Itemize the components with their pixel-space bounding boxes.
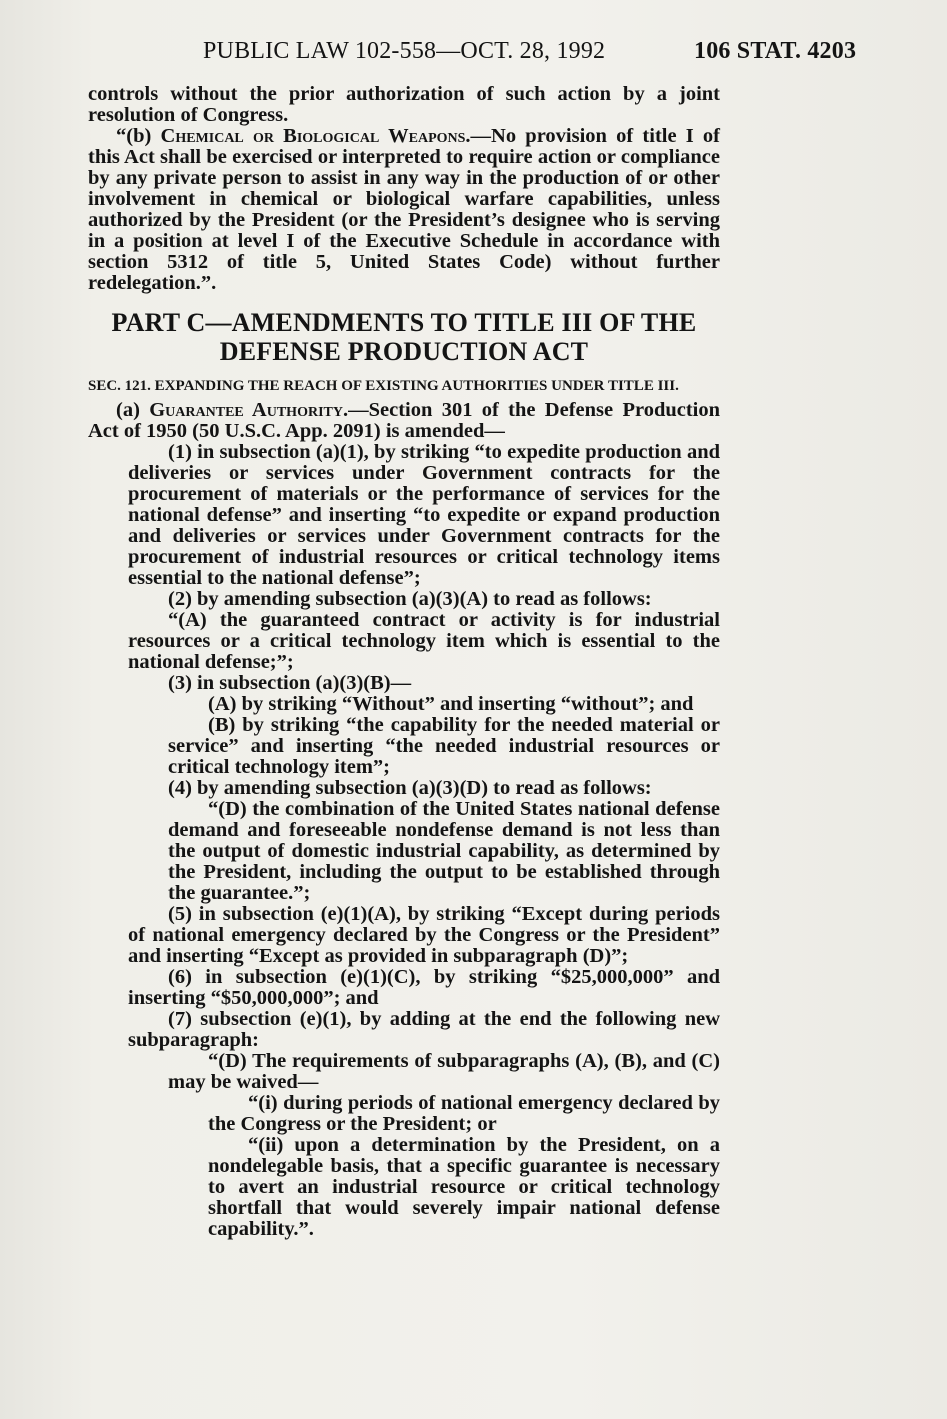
part-title-line-2: DEFENSE PRODUCTION ACT <box>219 337 589 366</box>
subsection-text: —Section 301 of the Defense Production Act of 1950 (50 U.S.C. App. 2091) is amended— <box>88 399 721 442</box>
amendment-item-4: (4) by amending subsection (a)(3)(D) to read as follows: <box>168 777 652 799</box>
running-header <box>0 38 947 78</box>
amendment-item-3b: (B) by striking “the capability for the needed material or service” and inserting “the needed industrial resources or critical technology item”; <box>168 714 720 778</box>
subsection-prefix: (a) <box>116 399 150 421</box>
amendment-item-6: (6) in subsection (e)(1)(C), by striking “$25,000,000” and inserting “$50,000,000”; and <box>128 966 720 1009</box>
part-title-line-1: PART C—AMENDMENTS TO TITLE III OF THE <box>111 308 697 337</box>
part-title <box>88 308 720 366</box>
paragraph-text: —No provision of title I of this Act shall be exercised or interpreted to require action or compliance by any private person to assist in any way in the production of or other involvement in chemical or biological warfare capabilities, unless authorized by the President (or the President’s designee who is serving in a position at level I of the Executive Schedule in accordance with section 5312 of title 5, United States Code) without further redelegation.”. <box>88 125 721 294</box>
amendment-item-3a: (A) by striking “Without” and inserting “without”; and <box>208 693 694 715</box>
header-title: PUBLIC LAW 102-558—OCT. 28, 1992 <box>203 38 606 64</box>
subsection-a <box>88 400 720 442</box>
paragraph-chemical-weapons <box>88 126 720 294</box>
amendment-item-5: (5) in subsection (e)(1)(A), by striking “Except during periods of national emergency declared by the Congress or the President” and inserting “Except as provided in subparagraph (D)”; <box>128 903 720 967</box>
amendment-item-7d-ii: “(ii) upon a determination by the President, on a nondelegable basis, that a specific guarantee is necessary to avert an industrial resource or critical technology shortfall that would severely impair national defense capability.”. <box>208 1134 720 1240</box>
subsection-heading: Guarantee Authority. <box>149 399 349 421</box>
amendment-item-2: (2) by amending subsection (a)(3)(A) to read as follows: <box>168 588 652 610</box>
paragraph-heading: Chemical or Biological Weapons. <box>160 125 471 147</box>
section-heading: SEC. 121. EXPANDING THE REACH OF EXISTING AUTHORITIES UNDER TITLE III. <box>88 378 679 394</box>
paragraph-prefix: “(b) <box>116 125 161 147</box>
amendment-item-3: (3) in subsection (a)(3)(B)— <box>168 672 412 694</box>
amendment-item-1: (1) in subsection (a)(1), by striking “to expedite production and deliveries or services under Government contracts for the procurement of materials or the performance of services for the national defense” and inserting “to expedite or expand production and deliveries or services under Government contracts for the procurement of industrial resources or critical technology items essential to the national defense”; <box>128 441 720 589</box>
amendment-item-7d-i: “(i) during periods of national emergency declared by the Congress or the President; or <box>208 1092 720 1135</box>
amendment-item-2a: “(A) the guaranteed contract or activity is for industrial resources or a critical technology item which is essential to the national defense;”; <box>128 609 720 673</box>
amendment-item-7: (7) subsection (e)(1), by adding at the end the following new subparagraph: <box>128 1008 720 1051</box>
paragraph-continuation: controls without the prior authorization of such action by a joint resolution of Congress. <box>88 83 720 126</box>
amendment-item-4d: “(D) the combination of the United States national defense demand and foreseeable nondefense demand is not less than the output of domestic industrial capability, as determined by the President, including the output to be established through the guarantee.”; <box>168 798 720 904</box>
amendment-item-7d: “(D) The requirements of subparagraphs (A), (B), and (C) may be waived— <box>168 1050 720 1093</box>
document-body <box>88 84 720 1240</box>
header-stat-citation: 106 STAT. 4203 <box>694 38 857 64</box>
